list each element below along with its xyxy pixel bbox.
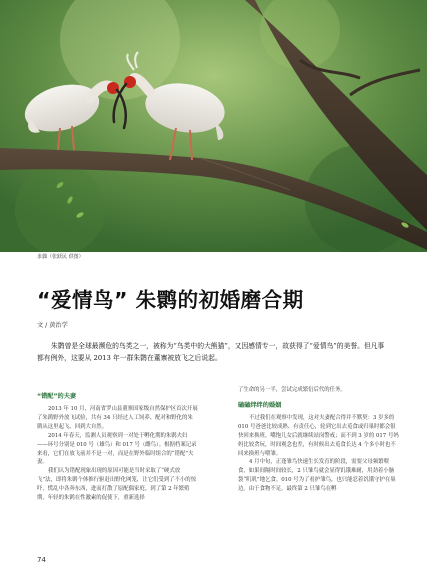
body-paragraph: 2014 年春天，监测人员观察到一对处于孵化期的朱鹮夫妇——环号分别是 010 号（雄鸟）和 017 号（雌鸟）。根据档案记录来看，它们在放飞前并不是一对，而是在野外临时组合的“错配”夫妻。 (37, 432, 197, 466)
body-paragraph: 2013 年 10 月，河南省罗山县董寨国家级自然保护区首次开展了朱鹮野外放飞试验，共有 34 只经过人工饲养、配对和野化的朱鹮从这里起飞、回到大自然。 (37, 406, 198, 430)
article-author: 文 / 黄治学 (37, 322, 68, 329)
body-paragraph: 4 月中旬，正逢雏鸟快速生长发育的阶段，需要父母频繁喂食，如果间隔时间较长，2 只雏鸟就会显得饥饿难耐，用劲着小脑袋“叽叽”地乞食。010 号为了看护雏鸟，也只能忍着饥饿守护在巢边。由于食物不足，最终第 2 只雏鸟在孵 (238, 459, 396, 493)
article-lead: 朱鹮曾是全球最濒危的鸟类之一，被称为“鸟类中的大熊猫”，又因感情专一，故获得了“爱情鸟”的美誉。但凡事都有例外，这要从 2013 年一群朱鹮在董寨被放飞之后说起。 (37, 342, 385, 362)
left-column (37, 386, 198, 562)
ibis-photo (0, 0, 427, 252)
section-heading-mismatched-couple: “错配”的夫妻 (37, 393, 77, 400)
body-paragraph: 了生命的另一半，尝试完成繁衍后代的任务。 (238, 387, 346, 393)
photo-caption: 求偶（张跃民 供图） (37, 254, 84, 260)
ibis-illustration (0, 0, 427, 252)
article-title: “爱情鸟” 朱鹮的初婚磨合期 (37, 288, 304, 312)
body-paragraph: 不过我们在观察中发现，这对夫妻配合得并不默契：3 岁多的 010 号爸爸比较成熟、有责任心，轮到它出去觅食或归巢时都会很快回来换班，嘴饱儿女后就继续站岗警戒；而不到 3 岁的 017 号妈妈比较贪玩，时间观念也差，有时候出去觅食长达 4 个多小时也不回来换班与喂雏。 (238, 414, 399, 457)
body-paragraph: 我们认为错配现象出现的原因可能是当时采取了“硬式放飞”法，即将朱鹮个体推行驱赶出野化网笼，让它们受到了不小的惊吓，慌乱中各奔东西，进而打散了原配偶家庭。到了第 2 年繁殖期，年轻的朱鹮在性激素的促使下，重新选择 (37, 468, 197, 502)
page-number: 74 (37, 556, 46, 564)
right-column (238, 386, 399, 562)
section-heading-bumpy-marriage: 磕磕绊绊的婚姻 (238, 401, 282, 409)
